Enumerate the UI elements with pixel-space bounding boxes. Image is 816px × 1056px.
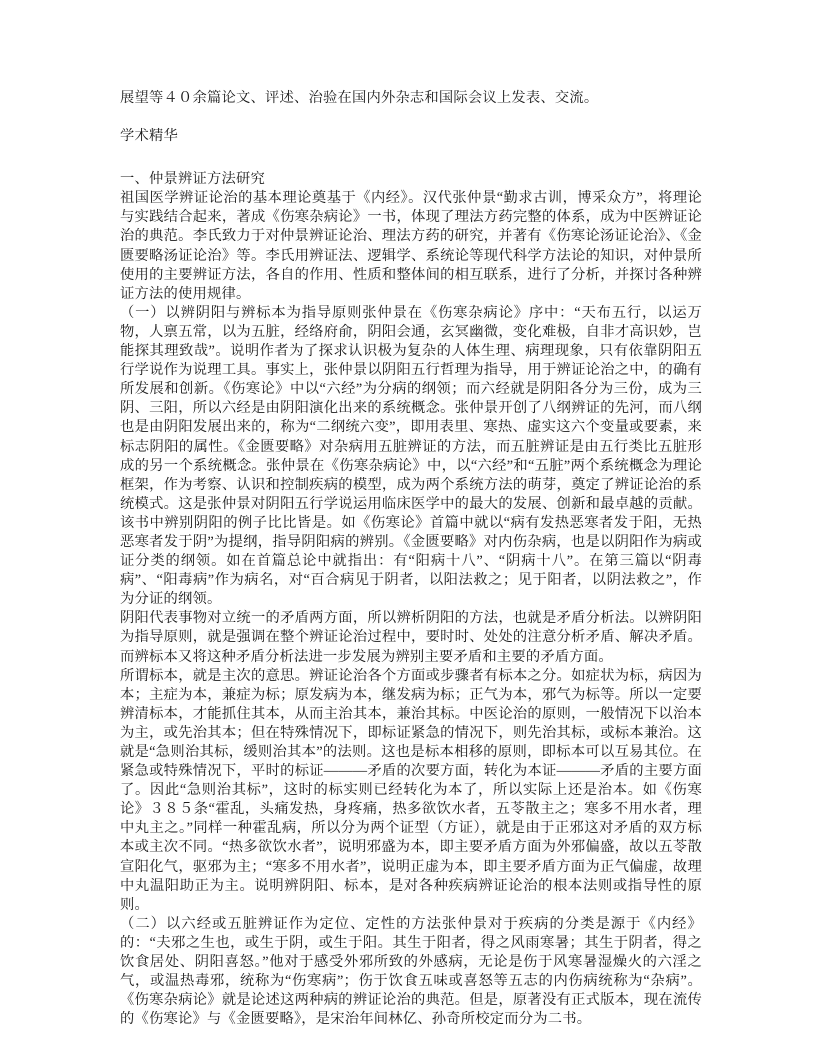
paragraph-2: （一）以辨阴阳与辨标本为指导原则张仲景在《伤寒杂病论》序中：“天布五行，以运万物，人禀五常，以为五脏，经络府俞，阴阳会通，玄冥幽微，变化难极，自非才高识妙，岂能探其理致哉”。说明作者为了探求认识极为复杂的人体生理、病理现象，只有依靠阴阳五行学说作为说理工具。事实上，张仲景以阴阳五行哲理为指导，用于辨证论治之中，的确有所发展和创新。《伤寒论》中以“六经”为分病的纲领；而六经就是阴阳各分为三份，成为三阴、三阳，所以六经是由阴阳演化出来的系统概念。张仲景开创了八纲辨证的先河，而八纲也是由阴阳发展出来的，称为“二纲统六变”，即用表里、寒热、虚实这六个变量或要素，来标志阴阳的属性。《金匮要略》对杂病用五脏辨证的方法，而五脏辨证是由五行类比五脏形成的另一个系统概念。张仲景在《伤寒杂病论》中，以“六经”和“五脏”两个系统概念为理论框架，作为考察、认识和控制疾病的模型，成为两个系统方法的萌芽，奠定了辨证论治的系统模式。这是张仲景对阴阳五行学说运用临床医学中的最大的发展、创新和最卓越的贡献。该书中辨别阴阳的例子比比皆是。如《伤寒论》首篇中就以“病有发热恶寒者发于阳，无热恶寒者发于阴”为提纲，指导阴阳病的辨别。《金匮要略》对内伤杂病，也是以阴阳作为病或证分类的纲领。如在首篇总论中就指出：有“阳病十八”、“阴病十八”。在第三篇以“阴毒病”、“阳毒病”作为病名，对“百合病见于阴者，以阳法救之；见于阳者，以阴法救之”，作为分证的纲领。 bbox=[120, 304, 702, 608]
paragraph-1: 祖国医学辨证论治的基本理论奠基于《内经》。汉代张仲景“勤求古训，博采众方”，将理论与实践结合起来，著成《伤寒杂病论》一书，体现了理法方药完整的体系，成为中医辨证论治的典范。李氏致力于对仲景辨证论治、理法方药的研究，并著有《伤寒论汤证论治》、《金匮要略汤证论治》等。李氏用辨证法、逻辑学、系统论等现代科学方法论的知识，对仲景所使用的主要辨证方法，各自的作用、性质和整体间的相互联系，进行了分析，并探讨各种辨证方法的使用规律。 bbox=[120, 190, 702, 302]
paragraph-4: 所谓标本，就是主次的意思。辨证论治各个方面或步骤者有标本之分。如症状为标，病因为本；主症为本，兼症为标；原发病为本，继发病为标；正气为本，邪气为标等。所以一定要辨清标本，才能抓住其本，从而主治其本，兼治其标。中医论治的原则，一般情况下以治本为主，或先治其本；但在特殊情况下，即标证紧急的情况下，则先治其标，或标本兼治。这就是“急则治其标，缓则治其本”的法则。这也是标本相移的原则，即标本可以互易其位。在紧急或特殊情况下，平时的标证———矛盾的次要方面，转化为本证———矛盾的主要方面了。因此“急则治其标”，这时的标实则已经转化为本了，所以实际上还是治本。如《伤寒论》３８５条“霍乱，头痛发热，身疼痛，热多欲饮水者，五苓散主之；寒多不用水者，理中丸主之。”同样一种霍乱病，所以分为两个证型（方证），就是由于正邪这对矛盾的双方标本或主次不同。“热多欲饮水者”，说明邪盛为本，即主要矛盾方面为外邪偏盛，故以五苓散宣阳化气，驱邪为主；“寒多不用水者”，说明正虚为本，即主要矛盾方面为正气偏虚，故理中丸温阳助正为主。说明辨阴阳、标本，是对各种疾病辨证论治的根本法则或指导性的原则。 bbox=[120, 667, 702, 913]
section-heading: 学术精华 bbox=[120, 128, 178, 145]
paragraph-3: 阴阳代表事物对立统一的矛盾两方面，所以辨析阴阳的方法，也就是矛盾分析法。以辨阴阳为指导原则，就是强调在整个辨证论治过程中，要时时、处处的注意分析矛盾、解决矛盾。而辨标本又将这种矛盾分析法进一步发展为辨别主要矛盾和主要的矛盾方面。 bbox=[120, 610, 702, 665]
paragraph-5: （二）以六经或五脏辨证作为定位、定性的方法张仲景对于疾病的分类是源于《内经》的：“夫邪之生也，或生于阴，或生于阳。其生于阳者，得之风雨寒暑；其生于阴者，得之饮食居处、阴阳喜怒。”他对于感受外邪所致的外感病，无论是伤于风寒暑湿燥火的六淫之气，或温热毒邪，统称为“伤寒病”；伤于饮食五味或喜怒等五志的内伤病统称为“杂病”。《伤寒杂病论》就是论述这两种病的辨证论治的典范。但是，原著没有正式版本，现在流传的《伤寒论》与《金匮要略》，是宋治年间林亿、孙奇所校定而分为二书。 bbox=[120, 915, 702, 1028]
subsection-title: 一、仲景辨证方法研究 bbox=[120, 171, 265, 188]
intro-line: 展望等４０余篇论文、评述、治验在国内外杂志和国际会议上发表、交流。 bbox=[120, 90, 599, 106]
document-content bbox=[120, 89, 702, 1029]
